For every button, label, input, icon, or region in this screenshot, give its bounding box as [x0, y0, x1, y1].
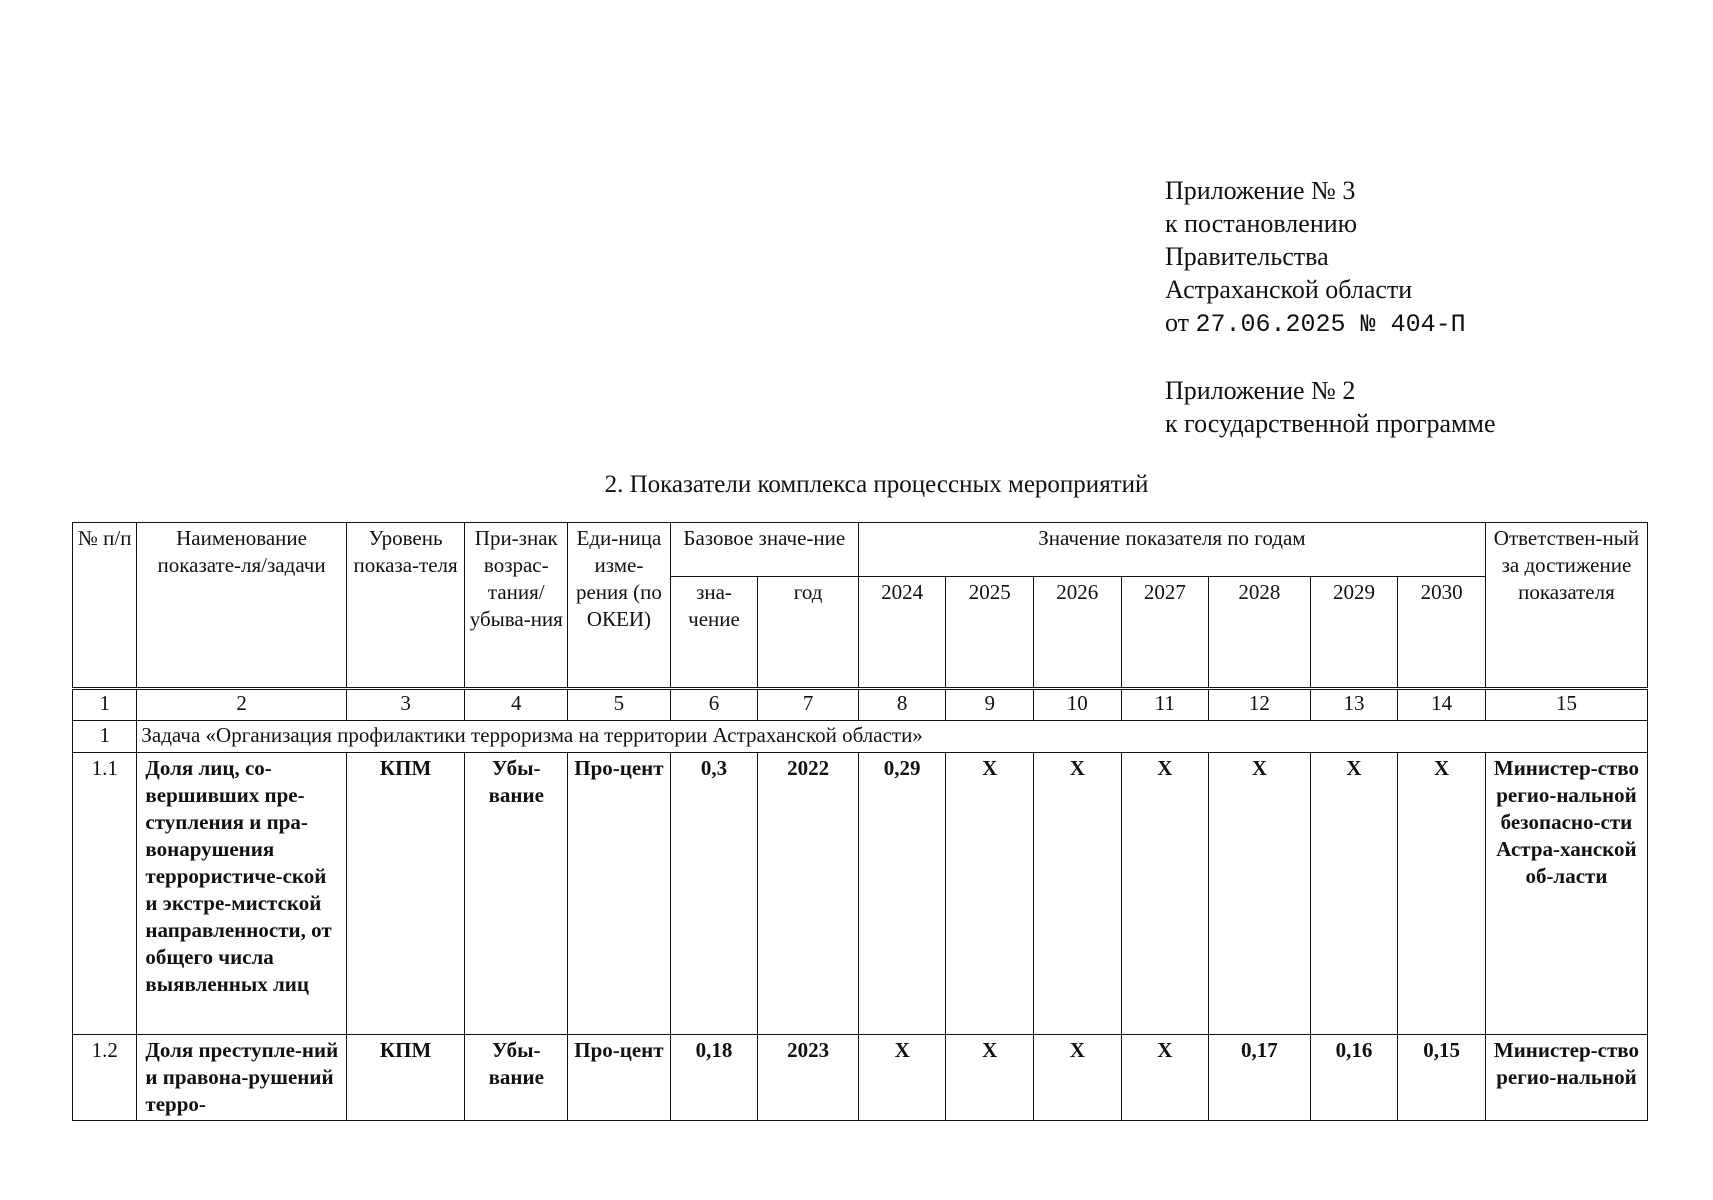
row-level: КПМ	[346, 753, 465, 1035]
column-number: 6	[670, 689, 758, 721]
header-unit: Еди-ница изме-рения (по ОКЕИ)	[568, 523, 671, 689]
header-year: 2030	[1398, 577, 1486, 689]
annex-line-2: к постановлению	[1165, 209, 1358, 238]
row-base-value: 0,18	[670, 1035, 758, 1121]
row-year-value: X	[1310, 753, 1398, 1035]
column-number: 8	[858, 689, 946, 721]
table-row	[73, 1035, 1648, 1121]
column-number: 7	[758, 689, 859, 721]
row-base-value: 0,3	[670, 753, 758, 1035]
row-unit: Про-цент	[568, 1035, 671, 1121]
row-name: Доля лиц, со-вершивших пре-ступления и пра-вонарушения террористиче-ской и экстре-мистской направленности, от общего числа выявленных лиц	[137, 753, 346, 1035]
task-row	[73, 721, 1648, 753]
header-year: 2025	[946, 577, 1034, 689]
column-number: 3	[346, 689, 465, 721]
annex-block	[1165, 174, 1496, 440]
row-year-value: X	[946, 1035, 1034, 1121]
row-year-value: X	[1209, 753, 1311, 1035]
row-year-value: 0,16	[1310, 1035, 1398, 1121]
column-number: 1	[73, 689, 137, 721]
header-sign: При-знак возрас-тания/ убыва-ния	[465, 523, 568, 689]
row-year-value: X	[1034, 753, 1122, 1035]
column-number: 5	[568, 689, 671, 721]
row-year-value: X	[1398, 753, 1486, 1035]
header-base-year: год	[758, 577, 859, 689]
row-level: КПМ	[346, 1035, 465, 1121]
column-number: 2	[137, 689, 346, 721]
column-number: 12	[1209, 689, 1311, 721]
row-year-value: 0,17	[1209, 1035, 1311, 1121]
column-number: 15	[1485, 689, 1647, 721]
annex-line-4: Астраханской области	[1165, 275, 1413, 304]
row-year-value: 0,15	[1398, 1035, 1486, 1121]
row-sign: Убы-вание	[465, 1035, 568, 1121]
annex-date-prefix: от	[1165, 308, 1190, 337]
row-num: 1.2	[73, 1035, 137, 1121]
header-year: 2026	[1034, 577, 1122, 689]
row-num: 1.1	[73, 753, 137, 1035]
row-year-value: X	[858, 1035, 946, 1121]
annex-line-6: Приложение № 2	[1165, 376, 1356, 405]
row-unit: Про-цент	[568, 753, 671, 1035]
row-base-year: 2023	[758, 1035, 859, 1121]
column-number: 10	[1034, 689, 1122, 721]
indicators-table	[72, 522, 1648, 1121]
header-level: Уровень показа-теля	[346, 523, 465, 689]
header-name: Наименование показате-ля/задачи	[137, 523, 346, 689]
row-base-year: 2022	[758, 753, 859, 1035]
header-row-1	[73, 523, 1648, 577]
row-name: Доля преступле-ний и правона-рушений терро-	[137, 1035, 346, 1121]
annex-line-3: Правительства	[1165, 242, 1329, 271]
header-year: 2024	[858, 577, 946, 689]
header-responsible: Ответствен-ный за достижение показателя	[1485, 523, 1647, 689]
header-base-value: зна-чение	[670, 577, 758, 689]
column-number: 4	[465, 689, 568, 721]
row-year-value: X	[1034, 1035, 1122, 1121]
column-number: 14	[1398, 689, 1486, 721]
row-year-value: X	[1121, 1035, 1209, 1121]
column-numbers-row	[73, 689, 1648, 721]
row-year-value: X	[946, 753, 1034, 1035]
header-year: 2027	[1121, 577, 1209, 689]
annex-line-1: Приложение № 3	[1165, 176, 1356, 205]
table-row	[73, 753, 1648, 1035]
annex-line-7: к государственной программе	[1165, 409, 1496, 438]
row-year-value: 0,29	[858, 753, 946, 1035]
header-num: № п/п	[73, 523, 137, 689]
annex-line-5	[1165, 306, 1496, 341]
row-sign: Убы-вание	[465, 753, 568, 1035]
column-number: 13	[1310, 689, 1398, 721]
row-year-value: X	[1121, 753, 1209, 1035]
column-number: 11	[1121, 689, 1209, 721]
row-responsible: Министер-ство регио-нальной	[1485, 1035, 1647, 1121]
header-year: 2028	[1209, 577, 1311, 689]
column-number: 9	[946, 689, 1034, 721]
row-responsible: Министер-ство регио-нальной безопасно-сти Астра-ханской об-ласти	[1485, 753, 1647, 1035]
task-text: Задача «Организация профилактики терроризма на территории Астраханской области»	[137, 721, 1648, 753]
task-num: 1	[73, 721, 137, 753]
section-title: 2. Показатели комплекса процессных мероприятий	[604, 471, 1149, 498]
header-base: Базовое значе-ние	[670, 523, 858, 577]
annex-date-number: 27.06.2025 № 404-П	[1195, 310, 1466, 339]
header-year: 2029	[1310, 577, 1398, 689]
header-years-group: Значение показателя по годам	[858, 523, 1485, 577]
